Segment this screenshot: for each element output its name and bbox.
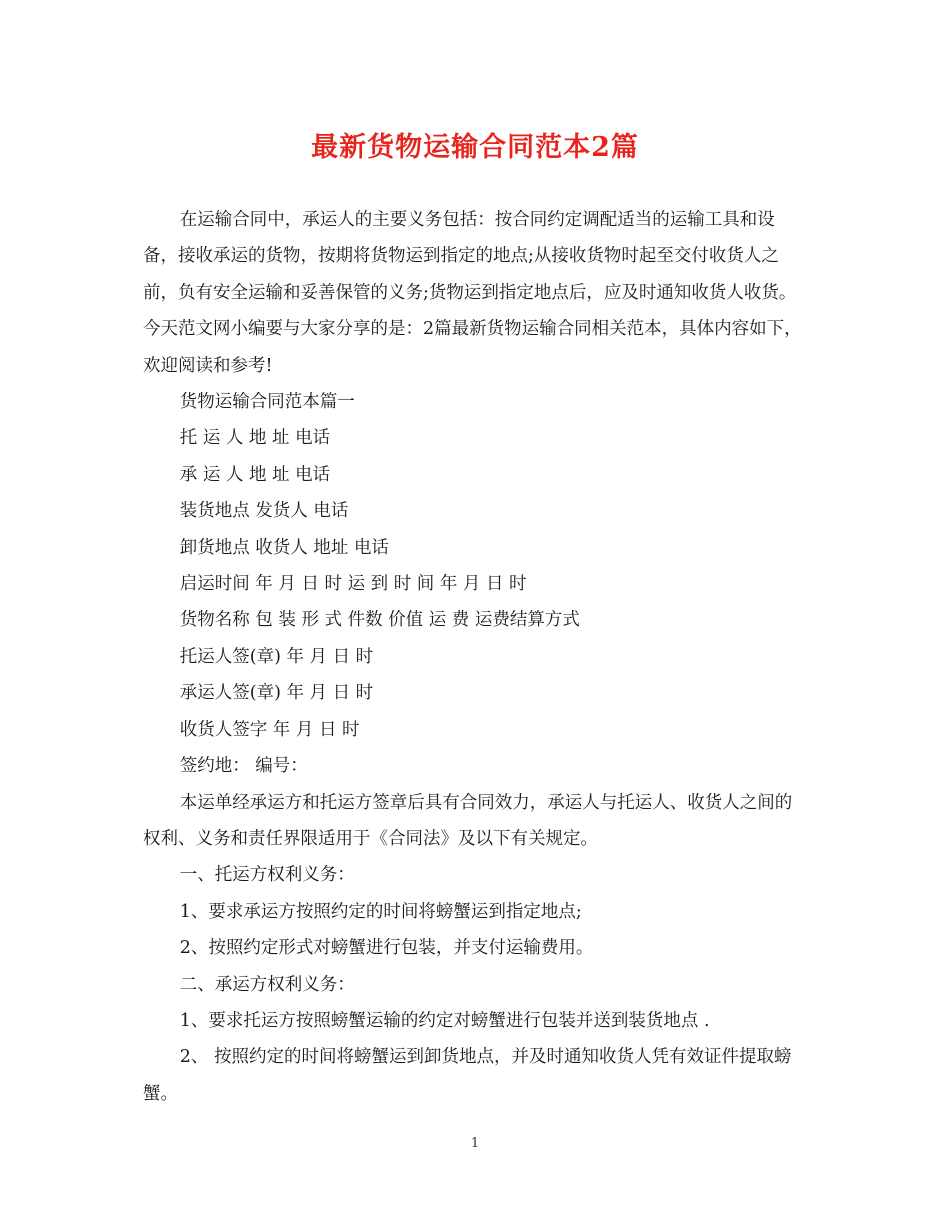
form-line-carrier: 承 运 人 地 址 电话 bbox=[179, 464, 331, 485]
form-line-loading: 装货地点 发货人 电话 bbox=[179, 501, 349, 522]
contract-effect-paragraph: 本运单经承运方和托运方签章后具有合同效力，承运人与托运人、收货人之间的权利、义务和责任界限适用于《合同法》及以下有关规定。 bbox=[143, 792, 793, 849]
form-line-unloading: 卸货地点 收货人 地址 电话 bbox=[179, 537, 389, 558]
document-body bbox=[143, 202, 805, 1112]
form-line-place-number: 签约地： 编号： bbox=[179, 756, 308, 777]
form-line-shipper: 托 运 人 地 址 电话 bbox=[179, 428, 331, 449]
form-line-times: 启运时间 年 月 日 时 运 到 时 间 年 月 日 时 bbox=[179, 574, 527, 595]
clause-heading-carrier: 二、承运方权利义务： bbox=[179, 974, 355, 995]
form-line-consignee-sign: 收货人签字 年 月 日 时 bbox=[179, 719, 360, 740]
clause-heading-shipper: 一、托运方权利义务： bbox=[179, 865, 355, 886]
form-line-carrier-sign: 承运人签(章) 年 月 日 时 bbox=[179, 683, 374, 704]
clause-item: 1、要求承运方按照约定的时间将螃蟹运到指定地点; bbox=[179, 901, 582, 922]
form-line-shipper-sign: 托运人签(章) 年 月 日 时 bbox=[179, 646, 374, 667]
intro-paragraph: 在运输合同中，承运人的主要义务包括：按合同约定调配适当的运输工具和设备，接收承运的货物，按期将货物运到指定的地点;从接收货物时起至交付收货人之前，负有安全运输和妥善保管的义务;货物运到指定地点后，应及时通知收货人收货。今天范文网小编要与大家分享的是：2篇最新货物运输合同相关范本，具体内容如下，欢迎阅读和参考! bbox=[143, 210, 802, 376]
page-number: 1 bbox=[470, 1136, 480, 1151]
document-title: 最新货物运输合同范本2篇 bbox=[311, 132, 639, 163]
clause-item: 2、 按照约定的时间将螃蟹运到卸货地点，并及时通知收货人凭有效证件提取螃蟹。 bbox=[143, 1047, 792, 1104]
form-line-goods: 货物名称 包 装 形 式 件数 价值 运 费 运费结算方式 bbox=[179, 610, 580, 631]
clause-item: 1、要求托运方按照螃蟹运输的约定对螃蟹进行包装并送到装货地点 . bbox=[179, 1010, 710, 1031]
clause-item: 2、按照约定形式对螃蟹进行包装，并支付运输费用。 bbox=[179, 938, 594, 959]
section-heading: 货物运输合同范本篇一 bbox=[179, 392, 355, 413]
